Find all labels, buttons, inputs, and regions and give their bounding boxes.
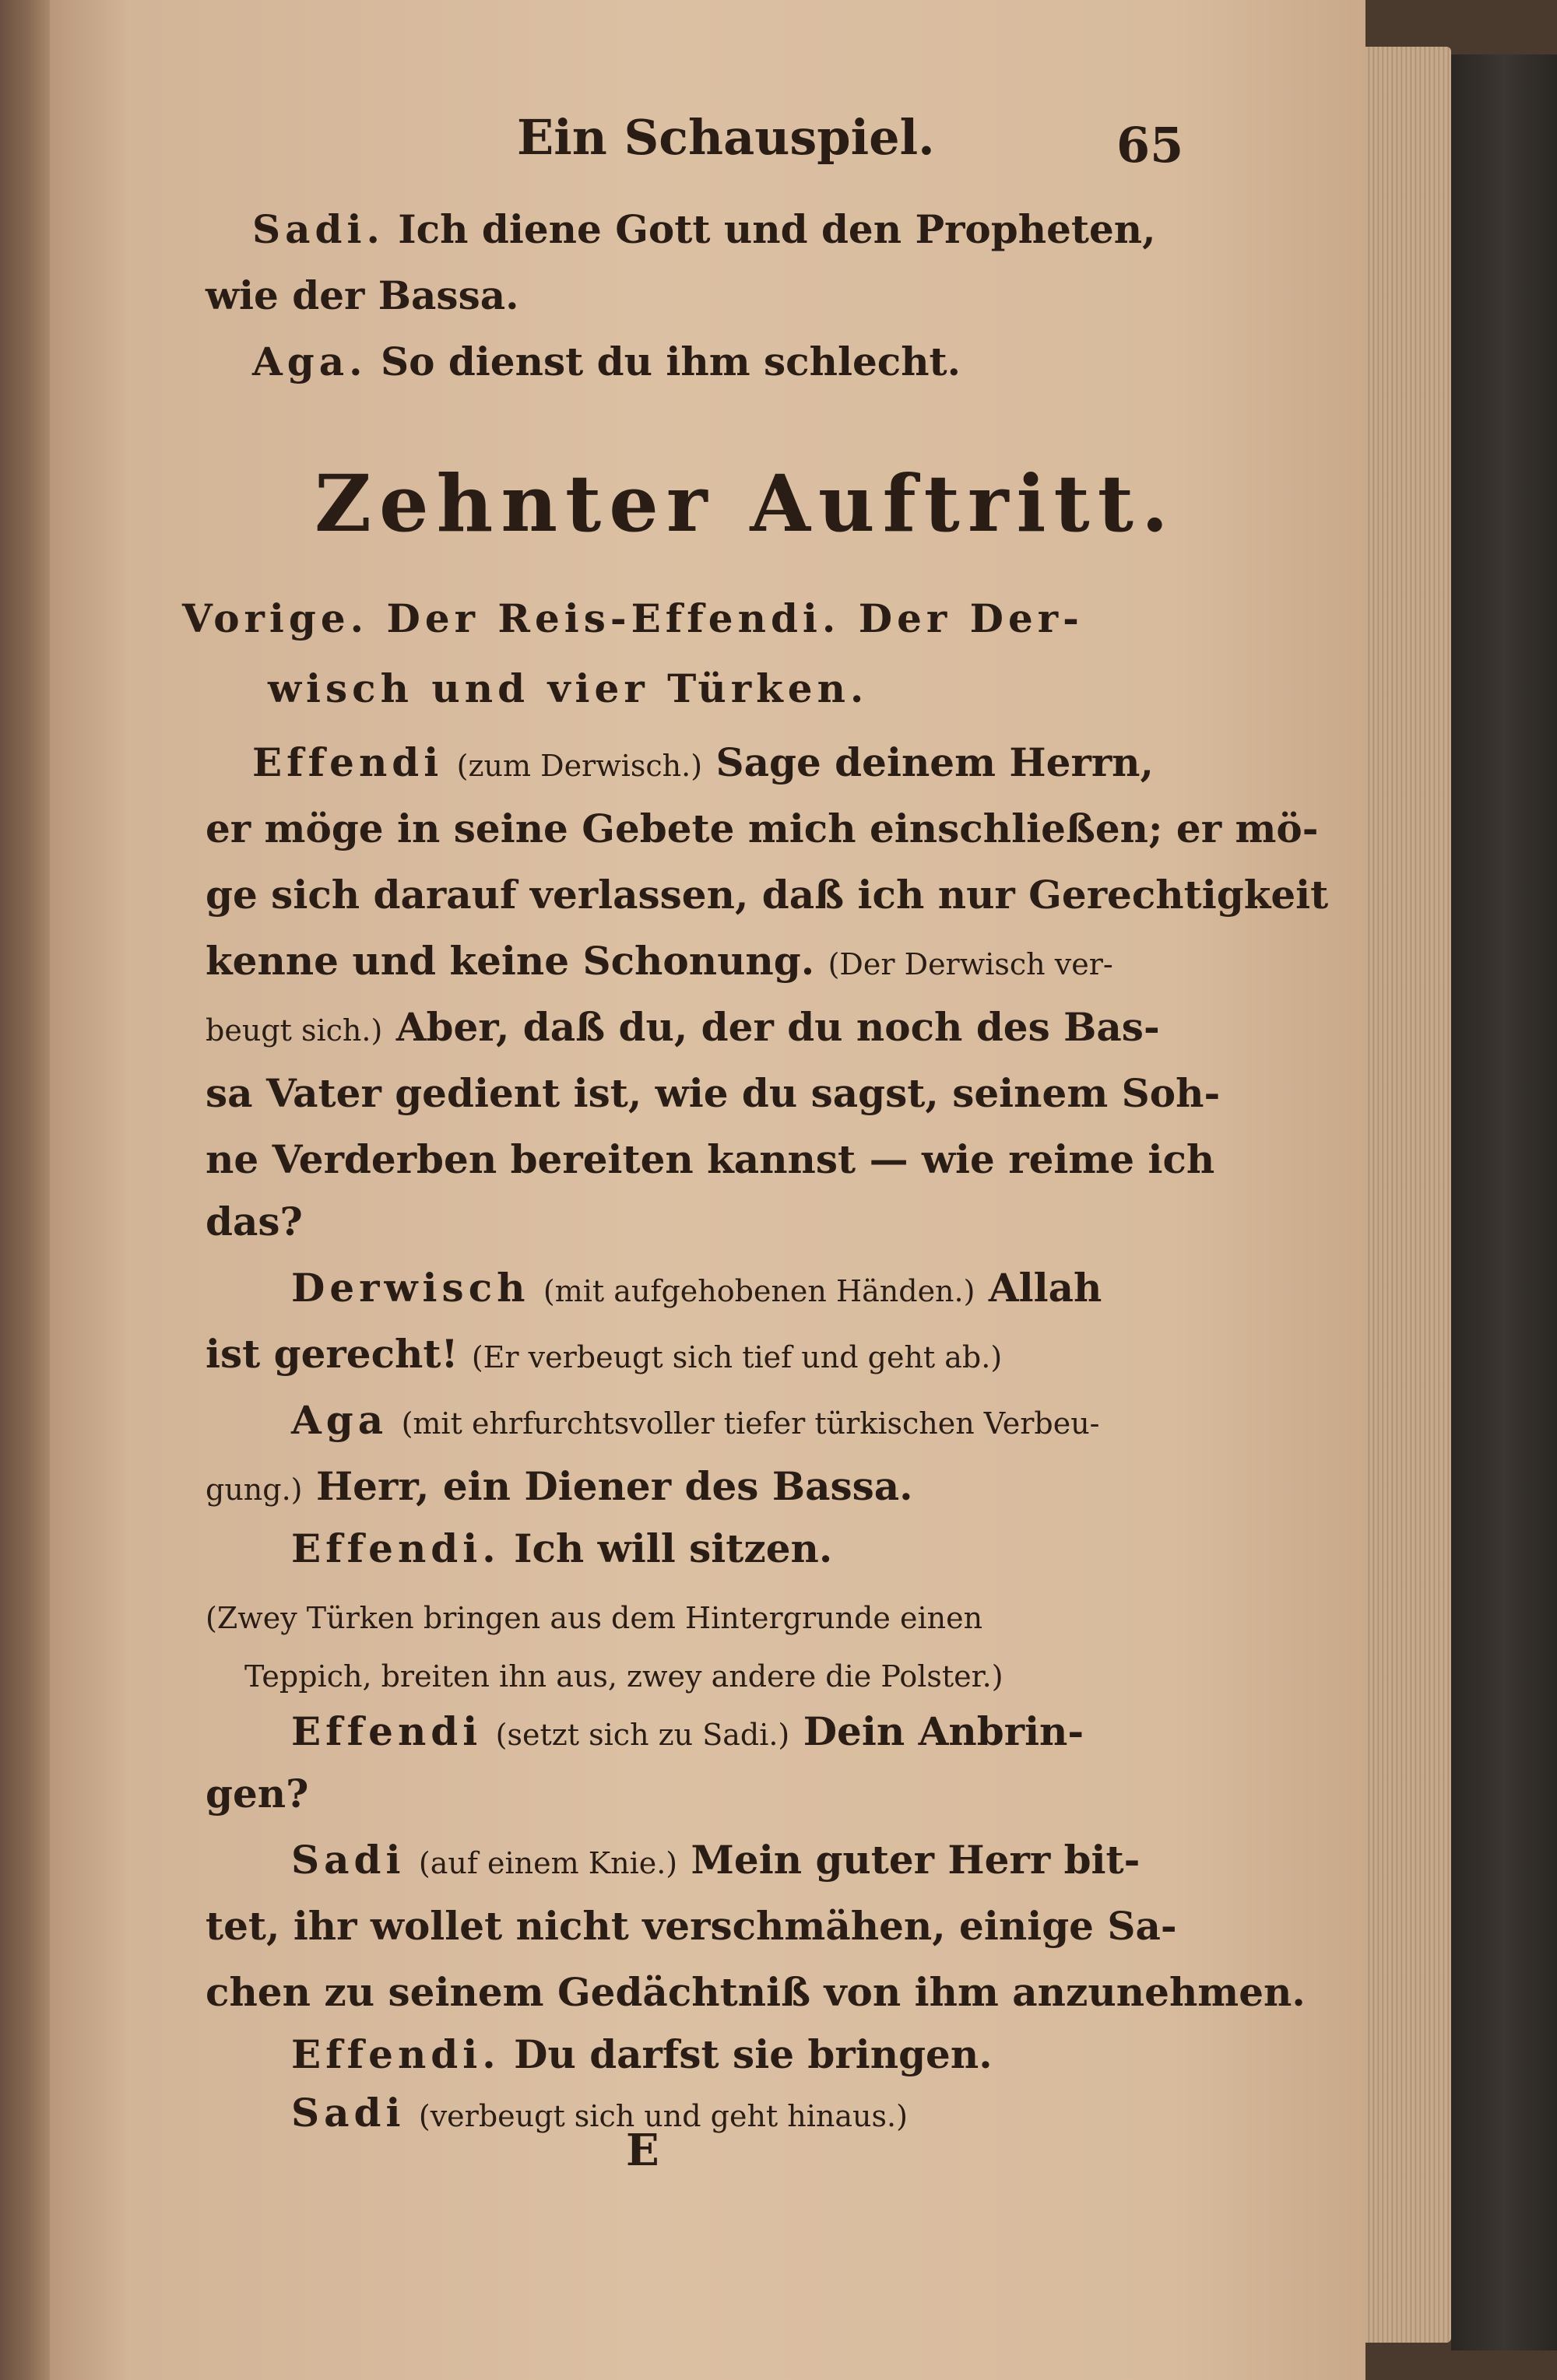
speaker-name: Sadi — [291, 1837, 406, 1883]
speaker-name: Effendi — [291, 1708, 483, 1754]
text-line — [206, 1463, 913, 1509]
text-line — [291, 2031, 993, 2077]
running-header: Ein Schauspiel. — [517, 109, 935, 166]
text-line — [206, 1136, 1215, 1182]
line-text: wie der Bassa. — [206, 272, 519, 318]
stage-direction: (mit aufgehobenen Händen.) — [543, 1274, 975, 1308]
speaker-name: Sadi. — [252, 206, 385, 252]
speaker-name: Aga. — [252, 339, 367, 384]
cast-line: wisch und vier Türken. — [268, 665, 869, 711]
text-line — [291, 1397, 1100, 1443]
book-cover — [1451, 54, 1557, 2350]
line-text: Herr, ein Diener des Bassa. — [315, 1463, 913, 1509]
stage-direction: (auf einem Knie.) — [418, 1846, 678, 1880]
line-text: Sage deinem Herrn, — [715, 739, 1154, 785]
text-line — [206, 938, 1113, 984]
line-text: Mein guter Herr bit- — [691, 1837, 1141, 1883]
text-line — [206, 1771, 309, 1817]
text-line — [206, 1595, 982, 1634]
speaker-name: Effendi. — [291, 2031, 501, 2077]
line-text: das? — [206, 1199, 303, 1244]
line-text: Dein Anbrin- — [803, 1708, 1084, 1754]
text-line — [206, 1969, 1306, 2015]
scene-heading: Zehnter Auftritt. — [315, 458, 1176, 549]
line-text: Ich will sitzen. — [514, 1525, 833, 1571]
line-text: ne Verderben bereiten kannst — wie reime ich — [206, 1136, 1215, 1182]
text-line — [291, 2090, 908, 2136]
text-line — [206, 1199, 303, 1244]
speaker-name: Sadi — [291, 2090, 406, 2136]
line-text: Aber, daß du, der du noch des Bas- — [395, 1004, 1160, 1050]
speaker-name: Aga — [291, 1397, 388, 1443]
line-text: tet, ihr wollet nicht verschmähen, einige Sa- — [206, 1903, 1177, 1949]
stage-direction: beugt sich.) — [206, 1013, 383, 1048]
line-text: ge sich darauf verlassen, daß ich nur Gerechtigkeit — [206, 872, 1329, 918]
line-text: sa Vater gedient ist, wie du sagst, seinem Soh- — [206, 1070, 1221, 1116]
stage-direction: (zum Derwisch.) — [456, 749, 703, 783]
stage-direction: (verbeugt sich und geht hinaus.) — [418, 2099, 908, 2133]
line-text: ist gerecht! — [206, 1331, 459, 1377]
text-line — [291, 1265, 1102, 1311]
text-line — [206, 1331, 1003, 1377]
text-line — [252, 339, 961, 384]
text-line — [291, 1708, 1084, 1754]
line-text: Allah — [988, 1265, 1102, 1311]
speaker-name: Effendi. — [291, 1525, 501, 1571]
speaker-name: Effendi — [252, 739, 444, 785]
text-line — [252, 206, 1156, 252]
stage-direction: (Zwey Türken bringen aus dem Hintergrunde einen — [206, 1601, 983, 1635]
line-text: gen? — [206, 1771, 309, 1817]
line-text: kenne und keine Schonung. — [206, 938, 815, 984]
cast-line: Vorige. Der Reis-Effendi. Der Der- — [182, 595, 1084, 641]
text-line — [244, 1654, 1003, 1693]
page-edges — [1365, 47, 1451, 2343]
text-line — [206, 1070, 1221, 1116]
line-text: Du darfst sie bringen. — [514, 2031, 993, 2077]
line-text: So dienst du ihm schlecht. — [380, 339, 961, 384]
page-text — [50, 0, 1365, 2380]
page-number: 65 — [1116, 117, 1184, 174]
stage-direction: (setzt sich zu Sadi.) — [495, 1718, 790, 1752]
stage-direction: (Er verbeugt sich tief und geht ab.) — [471, 1340, 1003, 1374]
stage-direction: (Der Derwisch ver- — [828, 947, 1113, 981]
stage-direction: (mit ehrfurchtsvoller tiefer türkischen Verbeu- — [401, 1406, 1100, 1441]
speaker-name: Derwisch — [291, 1265, 530, 1311]
text-line — [291, 1837, 1141, 1883]
line-text: Ich diene Gott und den Propheten, — [398, 206, 1156, 252]
line-text: er möge in seine Gebete mich einschließen; er mö- — [206, 806, 1319, 851]
text-line — [206, 806, 1319, 851]
book-gutter — [0, 0, 50, 2380]
text-line — [206, 1004, 1160, 1050]
text-line — [291, 1525, 833, 1571]
text-line — [206, 272, 519, 318]
stage-direction: gung.) — [206, 1473, 303, 1507]
text-line — [206, 872, 1329, 918]
stage-direction: Teppich, breiten ihn aus, zwey andere die Polster.) — [244, 1659, 1003, 1694]
text-line — [252, 739, 1154, 785]
signature-mark: E — [626, 2125, 659, 2176]
line-text: chen zu seinem Gedächtniß von ihm anzunehmen. — [206, 1969, 1306, 2015]
book-page — [50, 0, 1365, 2380]
text-line — [206, 1903, 1177, 1949]
